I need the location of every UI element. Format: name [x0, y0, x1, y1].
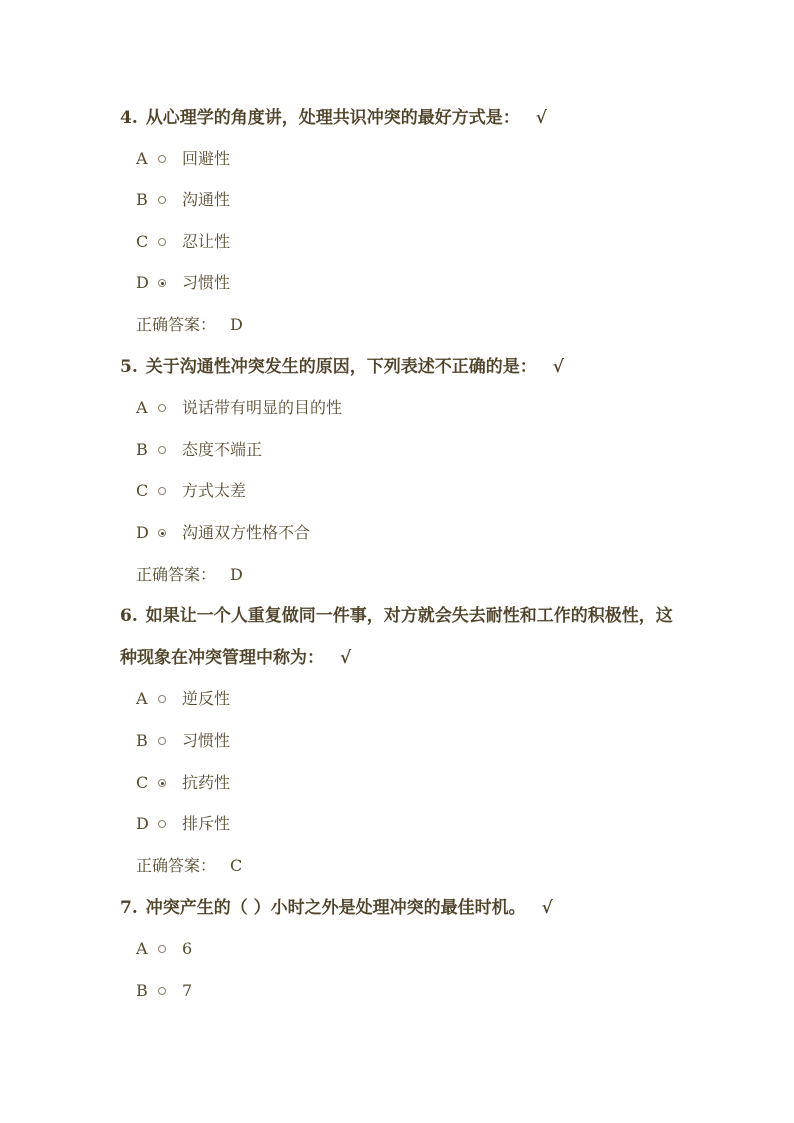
question-4: [120, 97, 710, 139]
option-text: 态度不端正: [182, 440, 263, 459]
radio-button[interactable]: [158, 820, 166, 828]
question-number: 4.: [120, 108, 138, 128]
answer-value: D: [230, 315, 243, 334]
option-5c[interactable]: [136, 479, 246, 503]
question-text: 如果让一个人重复做同一件事，对方就会失去耐性和工作的积极性，这种现象在冲突管理中称为：: [120, 606, 673, 668]
question-number: 6.: [120, 606, 138, 626]
option-text: 7: [182, 981, 193, 1000]
question-text: 冲突产生的（ ）小时之外是处理冲突的最佳时机。: [145, 898, 526, 918]
answer-label: 正确答案：: [136, 315, 217, 334]
option-4a[interactable]: [136, 147, 230, 171]
option-letter: C: [136, 232, 149, 251]
radio-button[interactable]: [158, 945, 166, 953]
radio-button[interactable]: [158, 404, 166, 412]
option-7a[interactable]: [136, 937, 192, 961]
option-text: 习惯性: [182, 731, 231, 750]
option-text: 抗药性: [182, 773, 231, 792]
radio-button[interactable]: [158, 238, 166, 246]
check-mark-icon: √: [552, 357, 564, 377]
radio-button-selected[interactable]: [158, 279, 166, 287]
option-5b[interactable]: [136, 438, 262, 462]
check-mark-icon: √: [340, 648, 352, 668]
option-4b[interactable]: [136, 188, 230, 212]
radio-button[interactable]: [158, 446, 166, 454]
option-text: 6: [182, 939, 193, 958]
option-letter: B: [136, 440, 148, 459]
radio-button[interactable]: [158, 737, 166, 745]
radio-button-selected[interactable]: [158, 779, 166, 787]
option-text: 逆反性: [182, 689, 231, 708]
option-6a[interactable]: [136, 687, 230, 711]
question-7: [120, 887, 710, 929]
correct-answer-6: [136, 854, 242, 878]
answer-value: D: [230, 565, 243, 584]
option-6c[interactable]: [136, 771, 230, 795]
check-mark-icon: √: [535, 108, 547, 128]
radio-button[interactable]: [158, 987, 166, 995]
option-letter: A: [136, 939, 148, 958]
option-text: 沟通性: [182, 190, 231, 209]
question-number: 7.: [120, 898, 138, 918]
option-letter: A: [136, 689, 148, 708]
option-letter: B: [136, 190, 148, 209]
question-text: 从心理学的角度讲，处理共识冲突的最好方式是：: [145, 108, 520, 128]
radio-button[interactable]: [158, 155, 166, 163]
option-letter: C: [136, 481, 149, 500]
option-letter: A: [136, 398, 148, 417]
question-number: 5.: [120, 357, 138, 377]
option-6b[interactable]: [136, 729, 230, 753]
option-letter: A: [136, 149, 148, 168]
correct-answer-5: [136, 563, 243, 587]
option-4c[interactable]: [136, 230, 230, 254]
answer-label: 正确答案：: [136, 856, 217, 875]
option-text: 习惯性: [182, 273, 231, 292]
option-text: 回避性: [182, 149, 231, 168]
option-4d[interactable]: [136, 271, 230, 295]
radio-button[interactable]: [158, 695, 166, 703]
option-letter: B: [136, 981, 148, 1000]
option-letter: B: [136, 731, 148, 750]
option-7b[interactable]: [136, 979, 192, 1003]
option-letter: C: [136, 773, 149, 792]
check-mark-icon: √: [541, 898, 553, 918]
option-text: 说话带有明显的目的性: [182, 398, 343, 417]
question-6: [120, 595, 685, 679]
question-5: [120, 346, 710, 388]
radio-button-selected[interactable]: [158, 529, 166, 537]
answer-value: C: [230, 856, 243, 875]
option-letter: D: [136, 273, 149, 292]
option-5a[interactable]: [136, 396, 342, 420]
option-letter: D: [136, 523, 149, 542]
option-text: 方式太差: [182, 481, 247, 500]
option-6d[interactable]: [136, 812, 230, 836]
option-text: 排斥性: [182, 814, 231, 833]
option-text: 忍让性: [182, 232, 231, 251]
option-text: 沟通双方性格不合: [182, 523, 311, 542]
radio-button[interactable]: [158, 487, 166, 495]
question-text: 关于沟通性冲突发生的原因，下列表述不正确的是：: [145, 357, 537, 377]
radio-button[interactable]: [158, 196, 166, 204]
answer-label: 正确答案：: [136, 565, 217, 584]
option-letter: D: [136, 814, 149, 833]
correct-answer-4: [136, 313, 243, 337]
option-5d[interactable]: [136, 521, 310, 545]
